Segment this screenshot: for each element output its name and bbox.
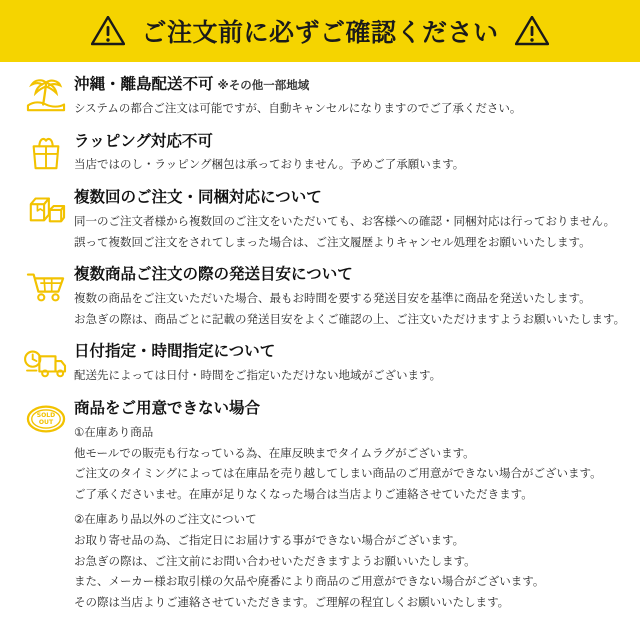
- section-text: 誤って複数回ご注文をされてしまった場合は、ご注文履歴よりキャンセル処理をお願いいたします。: [74, 234, 591, 249]
- header-banner: [0, 0, 640, 62]
- shopping-cart-icon: [18, 264, 74, 304]
- section-text: お急ぎの際は、商品ごとに記載の発送目安をよくご確認の上、ご注文いただけますようお願いいたします。: [74, 311, 626, 326]
- section-text: 複数の商品をご注文いただいた場合、最もお時間を要する発送目安を基準に商品を発送いたします。: [74, 291, 591, 306]
- delivery-truck-clock-icon: [18, 341, 74, 381]
- section-text: 配送先によっては日付・時間をご指定いただけない地域がございます。: [74, 368, 442, 383]
- section-date-time-designation: [18, 341, 622, 385]
- section-title: 複数回のご注文・同梱対応について: [74, 188, 322, 207]
- section-title: 沖縄・離島配送不可 ※その他一部地域: [74, 75, 310, 93]
- section-text: ②在庫あり品以外のご注文について: [74, 512, 257, 527]
- section-text: お急ぎの際は、ご注文前にお問い合わせいただきますようお願いいたします。: [74, 553, 476, 568]
- svg-text:OUT: OUT: [38, 419, 54, 427]
- section-title: ラッピング対応不可: [74, 131, 213, 150]
- warning-triangle-icon: [91, 16, 125, 46]
- section-text: ご注文のタイミングによっては在庫品を売り越してしまい商品のご用意ができない場合がございます。: [74, 466, 602, 481]
- section-body: [74, 398, 622, 612]
- section-text: ご了承くださいませ。在庫が足りなくなった場合は当店よりご連絡させていただきます。: [74, 486, 533, 501]
- page-title: ご注文前に必ずご確認ください: [141, 18, 499, 47]
- section-no-gift-wrapping: [18, 131, 622, 175]
- boxes-icon: [18, 187, 74, 227]
- island-palm-icon: [18, 74, 74, 114]
- section-body: [74, 264, 626, 328]
- svg-text:SOLD: SOLD: [36, 412, 56, 420]
- gift-bag-icon: [18, 131, 74, 171]
- section-text: 他モールでの販売も行なっている為、在庫反映までタイムラグがございます。: [74, 445, 475, 460]
- section-title: 日付指定・時間指定について: [74, 342, 276, 361]
- section-text: システムの都合ご注文は可能ですが、自動キャンセルになりますのでご了承ください。: [74, 100, 522, 115]
- section-title: 複数商品ご注文の際の発送目安について: [74, 265, 353, 284]
- section-text: また、メーカー様お取引様の欠品や廃番により商品のご用意ができない場合がございます。: [74, 574, 545, 589]
- section-text: ①在庫あり商品: [74, 424, 154, 439]
- section-shipping-estimate: [18, 264, 626, 328]
- section-body: [74, 341, 622, 385]
- section-body: [74, 74, 622, 118]
- section-text: その際は当店よりご連絡させていただきます。ご理解の程宜しくお願いいたします。: [74, 594, 510, 609]
- section-text: 同一のご注文者様から複数回のご注文をいただいても、お客様への確認・同梱対応は行っておりません。: [74, 214, 616, 229]
- warning-triangle-icon: [515, 16, 549, 46]
- section-title-note: ※その他一部地域: [217, 78, 310, 92]
- section-multiple-orders: [18, 187, 622, 251]
- section-out-of-stock: [18, 398, 622, 612]
- section-shipping-restriction: [18, 74, 622, 118]
- section-text: お取り寄せ品の為、ご指定日にお届けする事ができない場合がございます。: [74, 533, 465, 548]
- section-body: [74, 187, 622, 251]
- sold-out-badge-icon: [18, 398, 74, 438]
- section-text: 当店ではのし・ラッピング梱包は承っておりません。予めご了承願います。: [74, 157, 465, 172]
- section-title: 商品をご用意できない場合: [74, 398, 261, 417]
- notice-sections: [0, 62, 640, 612]
- section-body: [74, 131, 622, 175]
